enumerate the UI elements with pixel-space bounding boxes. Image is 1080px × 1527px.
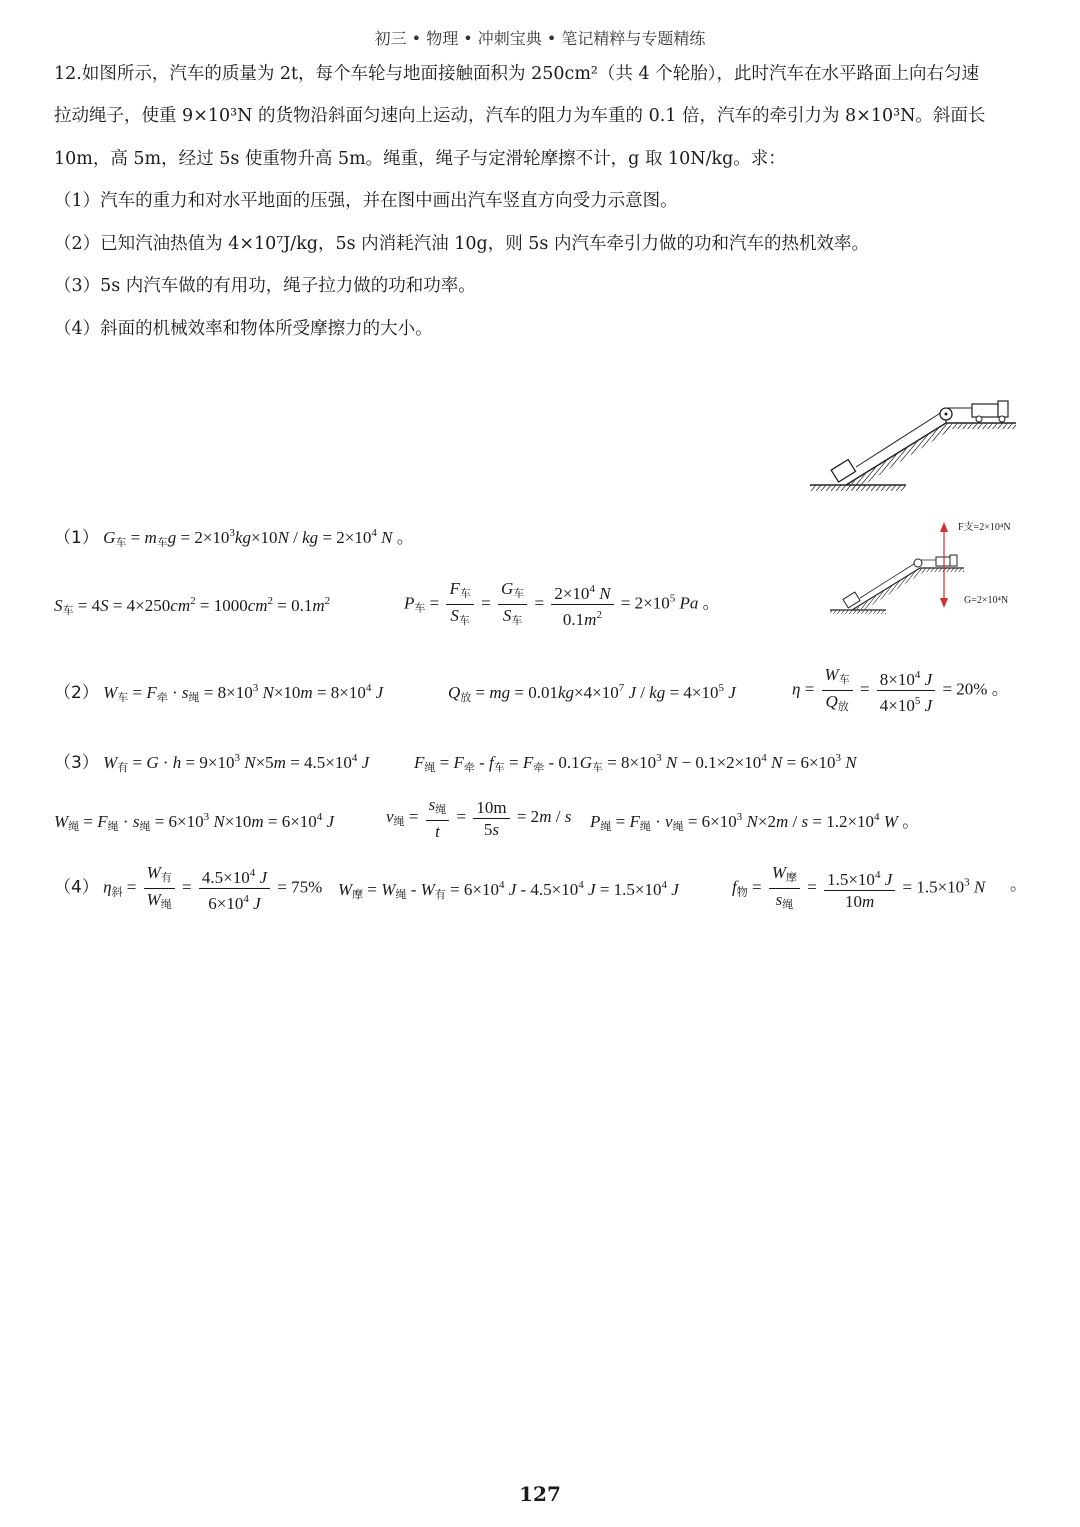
question-sub-2: （2）已知汽油热值为 4×10⁷J/kg，5s 内消耗汽油 10g，则 5s 内汽车牵引力做的功和汽车的热机效率。 xyxy=(54,234,869,254)
answer-label-3: （3） xyxy=(54,753,99,773)
question-line-2: 拉动绳子，使重 9×10³N 的货物沿斜面匀速向上运动，汽车的阻力为车重的 0.1 倍，汽车的牵引力为 8×10³N。斜面长 xyxy=(54,106,986,126)
answer-1-gravity: （1） $G_车 = m_车g = 2\times 10^3kg\times 10N$ / kg = $2\times 10^4$ N 。 xyxy=(54,527,414,549)
answer-1-period: 。 xyxy=(396,528,414,548)
incline-car-figure xyxy=(806,395,1022,495)
answer-3-power: $P_绳 = F_绳 \cdot v_绳 = 6\times 10^3$ $N\times 2m / s = 1.2\times 10^4$ W 。 xyxy=(590,811,920,833)
answer-4-period-mark: 。 xyxy=(1010,875,1027,895)
answer-3-velocity: $v_绳$ = $\frac{s_绳}{t}$ = $\frac{10m}{5s}$ = 2m / s xyxy=(386,795,572,841)
page-number: 127 xyxy=(519,1482,561,1506)
answer-3-rope-work: $W_绳 = F_绳 \cdot s_绳 = 6\times 10^3$ $N\times 10m = 6\times 10^4$ J xyxy=(54,811,335,833)
question-sub-4: （4）斜面的机械效率和物体所受摩擦力的大小。 xyxy=(54,319,433,339)
answer-1-pressure: $P_车$ = $\frac{F_车}{S_车}$ = $\frac{G_车}{S_车}$ = $\frac{2\times 10^4 N}{0.1m^2}$ = $2\times 10^5$ Pa 。 xyxy=(404,579,720,629)
answer-3-period: 。 xyxy=(902,812,920,832)
answer-2-heat: $Q_放$ = mg = $0.01kg\times 4\times 10^7$ J / kg = $4\times 10^5$ J xyxy=(448,682,736,704)
answer-1-area: $S_车 = 4S = 4\times 250cm^2 = 1000cm^2 = 0.1m^2$ xyxy=(54,595,331,617)
question-line-3: 10m，高 5m，经过 5s 使重物升高 5m。绳重，绳子与定滑轮摩擦不计，g 取 10N/kg。求： xyxy=(54,149,786,169)
answer-label-4: （4） xyxy=(54,877,99,898)
answer-2-efficiency: η = $\frac{W_车}{Q_放}$ = $\frac{8\times 10^4 J}{4\times 10^5 J}$ = 20% 。 xyxy=(792,665,1009,715)
answer-3-useful-work: （3） $W_有 = G \cdot h = 9\times 10^3$ $N\times 5m = 4.5\times 10^4$ J xyxy=(54,752,370,774)
question-sub-1: （1）汽车的重力和对水平地面的压强，并在图中画出汽车竖直方向受力示意图。 xyxy=(54,191,678,211)
gravity-force-label: G=2×10⁴N xyxy=(964,595,1009,606)
question-line-1: 12.如图所示，汽车的质量为 2t，每个车轮与地面接触面积为 250cm²（共 4 个轮胎），此时汽车在水平路面上向右匀速 xyxy=(54,64,979,84)
answer-label-1: （1） xyxy=(54,528,99,548)
force-diagram-figure xyxy=(826,518,1066,618)
answer-2-work: （2） $W_车 = F_牵 \cdot s_绳 = 8\times 10^3$ $N\times 10m = 8\times 10^4$ J xyxy=(54,682,384,704)
answer-4-friction-work: $W_摩 = W_绳 - W_有 = 6\times 10^4$ $J - 4.5\times 10^4$ $J = 1.5\times 10^4$ J xyxy=(338,879,679,901)
answer-3-rope-force: $F_绳 = F_牵 - f_车 = F_牵 - 0.1G_车 = 8\times 10^3$ $N - 0.1\times 2\times 10^4$ $N = 6\times 10^3$ N xyxy=(414,752,857,774)
answer-1b-period: 。 xyxy=(702,593,720,614)
answer-4-incline-efficiency: （4） $\eta_斜$ = $\frac{W_有}{W_绳}$ = $\frac{4.5\times 10^4 J}{6\times 10^4 J}$ = 75% xyxy=(54,863,323,913)
support-force-label: F支=2×10⁴N xyxy=(958,522,1011,533)
page-header: 初三 • 物理 • 冲刺宝典 • 笔记精粹与专题精练 xyxy=(374,29,706,48)
answer-label-2: （2） xyxy=(54,683,99,703)
answer-4-period xyxy=(1010,874,1027,896)
answer-2-period: 。 xyxy=(991,679,1009,700)
answer-4-friction-force: $f_物$ = $\frac{W_摩}{s_绳}$ = $\frac{1.5\times 10^4 J}{10m}$ = $1.5\times 10^3$ N xyxy=(732,863,986,911)
question-sub-3: （3）5s 内汽车做的有用功，绳子拉力做的功和功率。 xyxy=(54,276,476,296)
